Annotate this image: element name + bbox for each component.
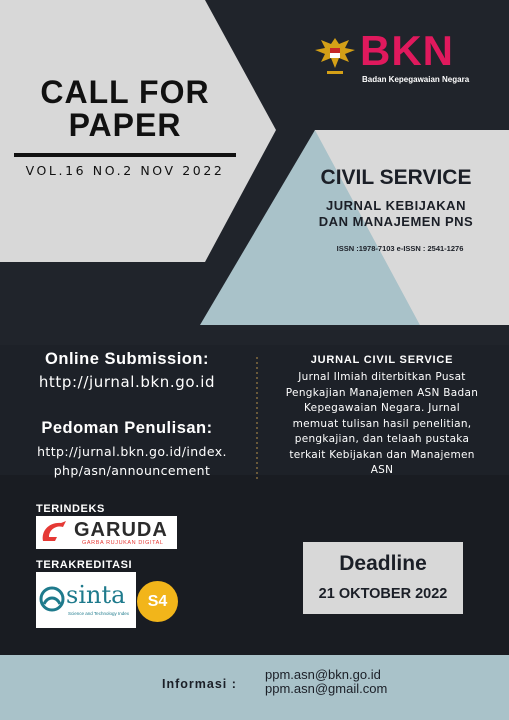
volume-label: VOL.16 NO.2 NOV 2022 <box>25 163 225 178</box>
description-body <box>266 370 498 479</box>
sinta-globe-icon <box>39 586 65 612</box>
title-line-2: PAPER <box>68 107 182 143</box>
submission-heading: Online Submission: <box>45 350 209 368</box>
guidelines-heading: Pedoman Penulisan: <box>41 419 213 437</box>
description-line: Pengkajian Manajemen ASN Badan <box>285 386 479 399</box>
info-emails <box>265 668 387 696</box>
guidelines-url-line-1: http://jurnal.bkn.go.id/index. <box>37 444 227 459</box>
garuda-logo[interactable] <box>36 516 177 549</box>
journal-subtitle-line-2: DAN MANAJEMEN PNS <box>318 214 474 229</box>
email-gmail-link[interactable]: ppm.asn@gmail.com <box>265 681 388 696</box>
sinta-tagline: Science and Technology Index <box>68 611 129 616</box>
description-heading: JURNAL CIVIL SERVICE <box>310 354 454 366</box>
description-line: Jurnal Ilmiah diterbitkan Pusat <box>298 371 466 383</box>
garuda-swoosh-icon <box>39 519 69 546</box>
guidelines-url[interactable] <box>16 442 248 480</box>
description-line: memuat tulisan hasil penelitian, <box>292 417 472 430</box>
footer-band <box>0 655 509 720</box>
bkn-brand: BKN <box>360 27 454 74</box>
title-line-1: CALL FOR <box>40 74 210 110</box>
garuda-name: GARUDA <box>74 519 168 541</box>
info-label: Informasi : <box>162 677 237 691</box>
call-for-paper-title <box>20 76 230 142</box>
description-line: terkait Kebijakan dan Manajemen <box>289 448 475 461</box>
bkn-logo <box>313 27 483 88</box>
garuda-tagline: GARBA RUJUKAN DIGITAL <box>82 540 164 546</box>
sinta-name: sinta <box>66 581 126 609</box>
deadline-date: 21 OKTOBER 2022 <box>318 586 448 602</box>
guidelines-url-line-2: php/asn/announcement <box>53 463 211 478</box>
deadline-label: Deadline <box>339 552 427 575</box>
description-line: ASN <box>370 464 394 476</box>
sinta-grade-badge: S4 <box>137 581 178 622</box>
journal-issn: ISSN :1978-7103 e-ISSN : 2541-1276 <box>336 244 464 253</box>
accredited-label: TERAKREDITASI <box>36 559 133 571</box>
email-bkn-link[interactable]: ppm.asn@bkn.go.id <box>265 667 381 682</box>
sinta-logo[interactable] <box>36 572 136 628</box>
bkn-subtitle: Badan Kepegawaian Negara <box>362 75 470 84</box>
deadline-box <box>303 542 463 614</box>
submission-url[interactable]: http://jurnal.bkn.go.id <box>38 373 216 391</box>
indexed-label: TERINDEKS <box>36 503 105 515</box>
journal-subtitle <box>290 198 502 230</box>
journal-subtitle-line-1: JURNAL KEBIJAKAN <box>326 198 466 213</box>
garuda-emblem-icon <box>313 34 357 78</box>
title-underline <box>14 153 236 157</box>
journal-title: CIVIL SERVICE <box>320 166 472 189</box>
description-line: pengkajian, dan telaah pustaka <box>294 433 470 445</box>
description-line: Kepegawaian Negara. Jurnal <box>304 402 460 414</box>
